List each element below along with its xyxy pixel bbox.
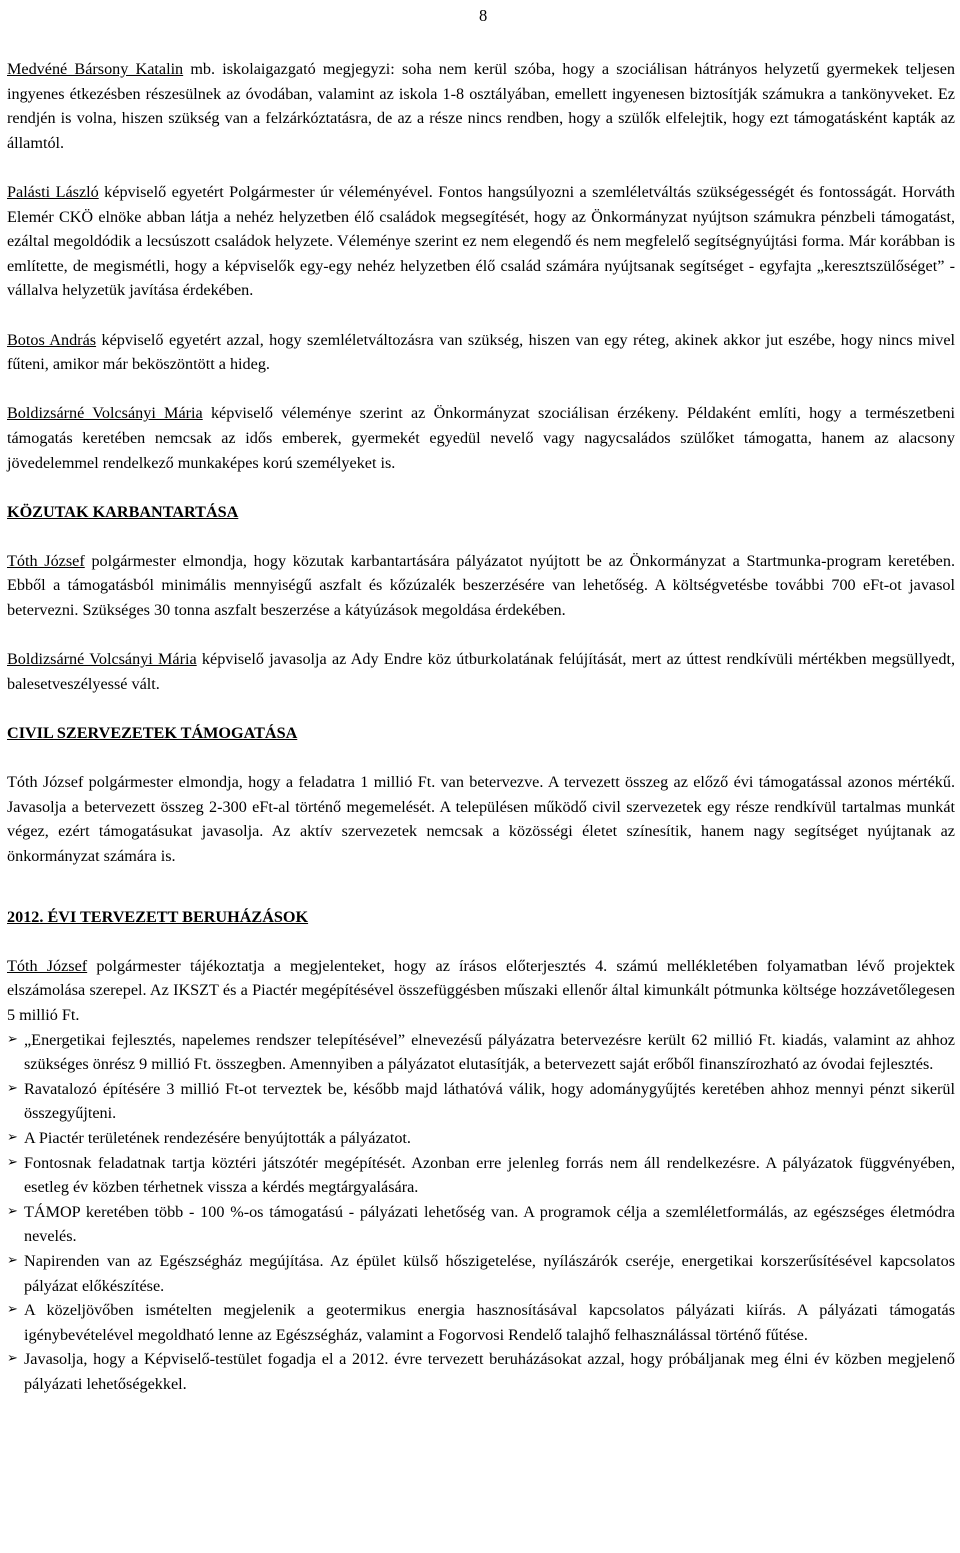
section-heading-civil: CIVIL SZERVEZETEK TÁMOGATÁSA <box>7 724 298 743</box>
spacer <box>7 524 955 549</box>
investment-bullet-list <box>7 1028 955 1397</box>
bullet-item <box>7 1151 955 1200</box>
speaker-name: Boldizsárné Volcsányi Mária <box>7 404 203 423</box>
bullet-item <box>7 1200 955 1249</box>
speaker-name: Boldizsárné Volcsányi Mária <box>7 650 197 669</box>
section-heading-beruhazasok: 2012. ÉVI TERVEZETT BERUHÁZÁSOK <box>7 907 309 926</box>
speaker-name: Medvéné Bársony Katalin <box>7 60 184 78</box>
spacer <box>7 696 955 721</box>
arrow-bullet-icon: ➢ <box>7 1252 18 1268</box>
paragraph-boldizsarne-2 <box>7 647 955 696</box>
paragraph-text: képviselő egyetért Polgármester úr véleményével. Fontos hangsúlyozni a szemléletváltás szükségességét és fontosságát. Horváth Elemér CKÖ elnöke abban látja a nehéz helyzetben élő családok megsegítését, hogy az Önkormányzat nyújtson számukra pénzbeli támogatást, ezáltal megoldódik a lecsúszott családok helyzete. Véleménye szerint ez nem elegendő és nem megfelelő segítségnyújtási forma. Már korábban is említette, de megismétli, hogy a képviselők egy-egy nehéz helyzetben élő család számára nyújtsanak segítséget - egyfajta „keresztszülőséget” - vállalva helyzetük javítása érdekében. <box>7 182 956 300</box>
arrow-bullet-icon: ➢ <box>7 1203 18 1219</box>
arrow-bullet-icon: ➢ <box>7 1154 18 1170</box>
bullet-item <box>7 1249 955 1298</box>
speaker-name: Palásti László <box>7 182 99 201</box>
arrow-bullet-icon: ➢ <box>7 1080 18 1096</box>
arrow-bullet-icon: ➢ <box>7 1302 18 1318</box>
arrow-bullet-icon: ➢ <box>7 1351 18 1367</box>
spacer <box>7 475 955 500</box>
bullet-text: TÁMOP keretében több - 100 %-os támogatású - pályázati lehetőség van. A programok célja a szemléletformálás, az egészséges életmódra nevelés. <box>24 1202 955 1246</box>
paragraph-botos <box>7 328 955 377</box>
bullet-text: Ravatalozó építésére 3 millió Ft-ot terveztek be, később majd láthatóvá válik, hogy adománygyűjtés keretében ahhoz mennyi pénzt sikerül összegyűjteni. <box>24 1079 955 1123</box>
paragraph-toth-kozutak <box>7 549 955 623</box>
bullet-text: A közeljövőben ismételten megjelenik a geotermikus energia hasznosításával kapcsolatos pályázati kiírás. A pályázati támogatás igénybevételével megoldható lenne az Egészségház, valamint a Fogorvosi Rendelő talajhő felhasználással történő fűtése. <box>24 1301 955 1344</box>
bullet-item <box>7 1347 955 1396</box>
arrow-bullet-icon: ➢ <box>7 1031 18 1047</box>
paragraph-text: képviselő javasolja az Ady Endre köz útburkolatának felújítását, mert az úttest rendkívüli mértékben megsüllyedt, balesetveszélyessé vált. <box>7 650 955 693</box>
paragraph-text: polgármester elmondja, hogy közutak karbantartására pályázatot nyújtott be az Önkormányzat a Startmunka-program keretében. Ebből a támogatásból minimális mennyiségű aszfalt és kőzúzalék beszerzésére van lehetőség. A költségvetésbe további 700 eFt-ot javasol betervezni. Szükséges 30 tonna aszfalt beszerzése a kátyúzások megoldása érdekében. <box>7 551 955 620</box>
bullet-text: A Piactér területének rendezésére benyújtották a pályázatot. <box>24 1128 411 1147</box>
bullet-item <box>7 1298 955 1347</box>
page-number: 8 <box>479 6 488 25</box>
speaker-name: Tóth József <box>7 551 85 570</box>
paragraph-toth-civil: Tóth József polgármester elmondja, hogy a feladatra 1 millió Ft. van betervezve. A tervezett összeg az előző évi támogatással azonos mértékű. Javasolja a betervezett összeg 2-300 eFt-al történő megemelését. A településen működő civil szervezetek egy része rendkívül tartalmas munkát végez, ezért támogatásukat javasolja. Az aktív szervezetek nemcsak a közösségi életet színesítik, hanem nagy segítséget nyújtanak az önkormányzat számára is. <box>7 773 955 865</box>
arrow-bullet-icon: ➢ <box>7 1129 18 1145</box>
spacer <box>7 155 955 180</box>
bullet-text: Javasolja, hogy a Képviselő-testület fogadja el a 2012. évre tervezett beruházásokat azzal, hogy próbáljanak meg élni év közben megjelenő pályázati lehetőségekkel. <box>24 1350 955 1393</box>
spacer <box>7 746 955 771</box>
speaker-name: Botos András <box>7 330 97 349</box>
document-body <box>7 57 955 1396</box>
spacer <box>7 303 955 328</box>
speaker-name: Tóth József <box>7 956 88 975</box>
spacer <box>7 623 955 648</box>
paragraph-boldizsarne-1 <box>7 401 955 475</box>
paragraph-text: képviselő véleménye szerint az Önkormányzat szociálisan érzékeny. Példaként említi, hogy a természetbeni támogatás keretében nemcsak az idős emberek, gyermekét egyedül nevelő vagy nagycsaládos szülőket támogatta, hanem az alacsony jövedelemmel rendelkező munkaképes korú személyeket is. <box>7 404 955 472</box>
bullet-text: Fontosnak feladatnak tartja köztéri játszótér megépítését. Azonban erre jelenleg forrás nem áll rendelkezésre. A pályázatok függvényében, esetleg év közben térhetnek vissza a kérdés megtárgyalására. <box>24 1153 955 1197</box>
spacer <box>7 929 955 954</box>
paragraph-palasti <box>7 180 955 303</box>
bullet-item <box>7 1028 955 1077</box>
spacer <box>7 377 955 402</box>
paragraph-medvene <box>7 57 955 155</box>
bullet-text: Napirenden van az Egészségház megújítása. Az épület külső hőszigetelése, nyílászárók cseréje, energetikai korszerűsítésével kapcsolatos pályázat előkészítése. <box>24 1251 955 1295</box>
bullet-item <box>7 1126 955 1151</box>
paragraph-toth-beruhazasok <box>7 954 955 1028</box>
section-heading-kozutak: KÖZUTAK KARBANTARTÁSA <box>7 502 239 521</box>
paragraph-text: mb. iskolaigazgató megjegyzi: soha nem kerül szóba, hogy a szociálisan hátrányos helyzetű gyermekek teljesen ingyenes étkezésben részesülnek az óvodában, valamint az iskola 1-8 osztályában, emellett ingyenesen biztosítják számukra a tankönyveket. Ez rendjén is volna, hiszen szükség van a felzárkóztatásra, de az a része nincs rendben, hogy a szülők elfelejtik, hogy ezt támogatásként kapták az államtól. <box>7 60 955 152</box>
paragraph-text: képviselő egyetért azzal, hogy szemléletváltozásra van szükség, hiszen van egy réteg, akinek akkor jut eszébe, hogy nincs mivel fűteni, amikor már beköszöntött a hideg. <box>7 330 956 374</box>
paragraph-text: polgármester tájékoztatja a megjelenteket, hogy az írásos előterjesztés 4. számú mellékletében folyamatban lévő projektek elszámolása szerepel. Az IKSZT és a Piactér megépítésével összefüggésben műszaki ellenőr által kimunkált pótmunka költsége hozzávetőlegesen 5 millió Ft. <box>7 956 955 1024</box>
bullet-text: „Energetikai fejlesztés, napelemes rendszer telepítésével” elnevezésű pályázatra betervezésre került 62 millió Ft. kiadás, valamint az ahhoz szükséges önrész 9 millió Ft. összegben. Amennyiben a pályázatot elutasítják, a betervezett saját erőből finanszírozható az óvodai fejlesztés. <box>24 1030 955 1074</box>
spacer <box>7 869 955 905</box>
bullet-item <box>7 1077 955 1126</box>
